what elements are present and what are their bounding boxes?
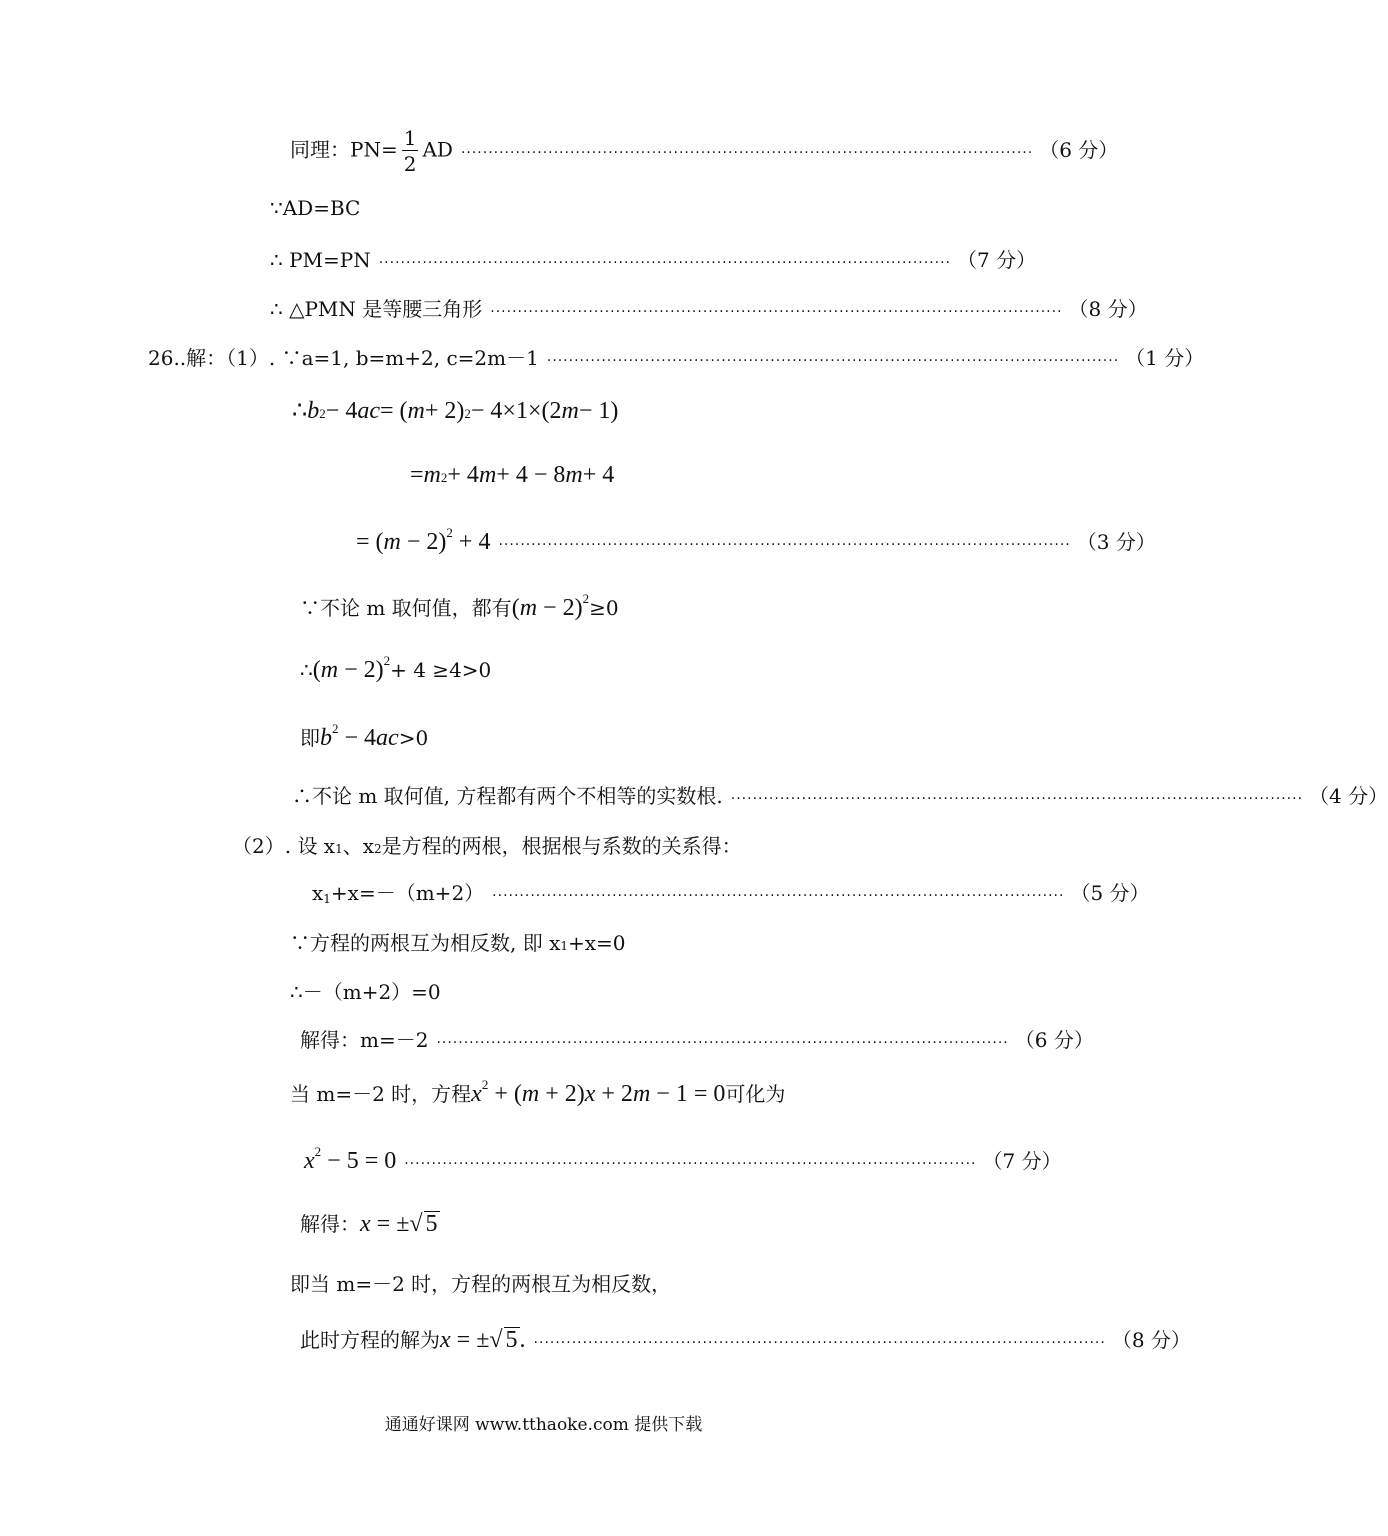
math-text: + 4 ≥4>0: [390, 658, 492, 682]
var-m: m: [383, 529, 401, 555]
var-m: m: [519, 595, 538, 621]
math-text: .: [519, 1327, 526, 1353]
math-text: + 4 − 8: [496, 462, 566, 488]
therefore-symbol: ∴: [300, 658, 313, 682]
statement-text: 当 m=－2 时，方程: [290, 1082, 472, 1106]
score-8: （8 分）: [1068, 297, 1148, 321]
math-text: − 5 = 0: [321, 1148, 397, 1174]
var-m: m: [632, 1081, 651, 1107]
var-x: x: [584, 1081, 596, 1107]
x-solution: [360, 1211, 440, 1238]
square-expression: [511, 591, 590, 622]
sum-equals-zero: [290, 976, 441, 1005]
math-text: − 1): [578, 398, 619, 424]
leader-dots: ·········································································································: [492, 888, 1065, 904]
coefficients-statement: 26..解：（1）. ∵a=1, b=m+2, c=2m－1: [148, 346, 539, 370]
var-m: m: [423, 462, 441, 488]
discriminant-expansion: ∴ b 2 − 4 ac = ( m + 2) 2 − 4×1×(2 m − 1): [292, 398, 619, 424]
x-solution: [440, 1327, 526, 1353]
var-x: x: [304, 1148, 315, 1174]
math-text: = (: [356, 529, 384, 555]
reduced-equation: [304, 1144, 1062, 1175]
ad-equals-bc: ∵AD=BC: [270, 196, 361, 220]
math-text: =: [410, 462, 424, 488]
sum-zero-text: ∴－（m+2）=0: [290, 980, 441, 1004]
pn-prefix: 同理：PN=: [290, 137, 398, 162]
score-3: （3 分）: [1076, 530, 1156, 554]
math-text: >0: [398, 726, 429, 750]
statement-text: 此时方程的解为: [300, 1328, 440, 1352]
leader-dots: ·········································································································: [460, 144, 1034, 161]
x-squared-minus-5: [304, 1144, 397, 1175]
statement-text: +x=0: [568, 931, 626, 955]
page-footer: 通通好课网 www.tthaoke.com 提供下载: [384, 1415, 703, 1435]
m-value: 解得：m=－2: [300, 1028, 429, 1052]
leader-dots: ·········································································································: [378, 255, 952, 271]
statement-text: 解得：: [300, 1212, 360, 1236]
discriminant-expanded: = m 2 + 4 m + 4 − 8 m + 4: [410, 462, 615, 488]
var-m: m: [320, 657, 339, 683]
math-text: − 2): [338, 657, 384, 683]
math-text: ≥0: [589, 596, 619, 620]
leader-dots: ·········································································································: [498, 537, 1071, 553]
subscript: 1: [323, 892, 331, 906]
isosceles-conclusion: ∴ △PMN 是等腰三角形: [270, 297, 483, 321]
substitute-m: [290, 1078, 785, 1108]
var-x: x: [440, 1327, 451, 1353]
var-m: m: [561, 398, 579, 424]
leader-dots: ·········································································································: [730, 791, 1304, 807]
score-5: （5 分）: [1070, 881, 1150, 905]
statement-text: 可化为: [725, 1082, 786, 1106]
math-text: + 4: [452, 529, 491, 555]
statement-text: 是方程的两根，根据根与系数的关系得：: [381, 834, 742, 858]
var-b: b: [307, 398, 320, 424]
one-half-fraction: [402, 128, 419, 174]
score-7: （7 分）: [957, 248, 1037, 272]
statement-text: ∵不论 m 取何值，都有: [300, 596, 512, 620]
discriminant-simplified: [356, 525, 1156, 556]
math-text: − 2): [400, 529, 447, 555]
math-text: + 4: [447, 462, 479, 488]
math-text: + 4: [582, 462, 615, 488]
conclusion-text: 即当 m=－2 时，方程的两根互为相反数，: [290, 1272, 672, 1296]
math-text: − 1 = 0: [650, 1081, 726, 1107]
leader-dots: ·········································································································: [490, 304, 1063, 320]
solve-m: [300, 1024, 1094, 1053]
radicand: 5: [505, 1327, 518, 1353]
discriminant-gt-zero: [300, 722, 428, 752]
math-text: + 2): [539, 1081, 585, 1107]
var-x: x: [471, 1081, 482, 1107]
math-text: = ±√: [450, 1327, 503, 1353]
math-text: (: [312, 657, 321, 683]
sum-expression: [312, 877, 484, 906]
pn-suffix: AD: [422, 137, 453, 162]
square-nonnegative: [300, 592, 619, 622]
var-m: m: [407, 398, 425, 424]
radicand: 5: [425, 1211, 438, 1237]
statement-text: x: [312, 881, 324, 905]
square-expression: [312, 653, 391, 684]
problem-26-coefficients: [148, 342, 1205, 371]
proof-line-pm-pn: [270, 244, 1037, 273]
statement-text: 即: [300, 726, 320, 750]
score-4: （4 分）: [1309, 784, 1388, 808]
var-ac: ac: [357, 398, 380, 424]
leader-dots: ·········································································································: [533, 1335, 1106, 1351]
fraction-numerator: 1: [403, 126, 417, 150]
statement-text: +x=－（m+2）: [330, 881, 485, 905]
leader-dots: ·········································································································: [436, 1035, 1009, 1051]
statement-text: 、x: [342, 834, 374, 858]
final-solution-text: [300, 1324, 526, 1354]
exp-2: 2: [383, 653, 391, 668]
math-text: (: [511, 595, 520, 621]
math-text: − 4: [325, 398, 358, 424]
discriminant-expression: [320, 721, 399, 752]
exp-2: 2: [582, 591, 590, 606]
score-1: （1 分）: [1125, 346, 1205, 370]
simplified-expression: [356, 525, 491, 556]
score-8: （8 分）: [1111, 1328, 1191, 1352]
math-text: = ±√: [370, 1211, 423, 1237]
opposite-roots: ∵方程的两根互为相反数, 即 x 1 +x=0: [290, 927, 626, 956]
math-text: + 2: [595, 1081, 633, 1107]
discriminant-positive: [300, 653, 492, 684]
leader-dots: ·········································································································: [546, 353, 1120, 369]
var-m: m: [478, 462, 497, 488]
two-distinct-roots: [292, 780, 1388, 809]
var-m: m: [521, 1081, 540, 1107]
roots-conclusion: ∴不论 m 取何值, 方程都有两个不相等的实数根.: [292, 784, 723, 808]
vieta-sum: [312, 877, 1150, 906]
statement-text: （2）. 设 x: [232, 834, 336, 858]
quadratic-equation: [471, 1077, 726, 1108]
var-x: x: [360, 1211, 371, 1237]
var-m: m: [565, 462, 583, 488]
exp-2: 2: [314, 1144, 322, 1159]
score-6: （6 分）: [1014, 1028, 1094, 1052]
therefore-symbol: ∴: [292, 398, 308, 424]
exp-2: 2: [481, 1077, 489, 1092]
math-text: + 2): [424, 398, 465, 424]
part-2-setup: （2）. 设 x 1 、x 2 是方程的两根，根据根与系数的关系得：: [232, 830, 742, 859]
final-solution: [300, 1324, 1191, 1354]
opposite-roots-conclusion: [290, 1268, 671, 1297]
score-7: （7 分）: [982, 1149, 1062, 1173]
pm-equals-pn: ∴ PM=PN: [270, 248, 371, 272]
math-text: = (: [379, 398, 408, 424]
exp-2: 2: [332, 721, 339, 736]
proof-line-pn: [290, 126, 1119, 176]
leader-dots: ·········································································································: [404, 1156, 977, 1172]
proof-line-ad-bc: [270, 196, 360, 220]
statement-text: ∵方程的两根互为相反数, 即 x: [290, 931, 561, 955]
var-b: b: [320, 725, 332, 751]
math-text: − 4: [338, 725, 377, 751]
math-text: − 2): [537, 595, 583, 621]
fraction-denominator: 2: [403, 152, 417, 176]
math-text: + (: [488, 1081, 522, 1107]
score-6: （6 分）: [1039, 137, 1119, 162]
math-text: − 4×1×(2: [470, 398, 562, 424]
exp-2: 2: [446, 525, 453, 540]
var-ac: ac: [376, 725, 399, 751]
solve-x: [300, 1208, 440, 1238]
pn-equation: [290, 128, 453, 174]
proof-line-isosceles: [270, 293, 1148, 322]
